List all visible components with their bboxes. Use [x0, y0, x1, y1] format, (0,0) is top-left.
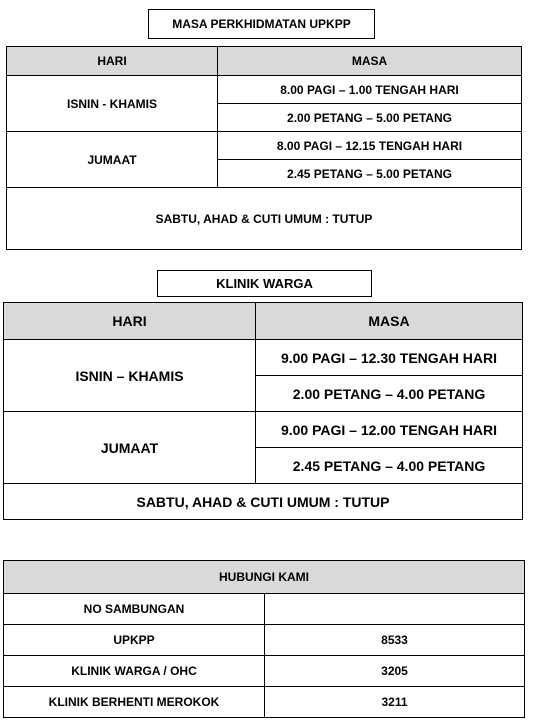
closed-notice: SABTU, AHAD & CUTI UMUM : TUTUP [4, 484, 523, 520]
day-cell: JUMAAT [4, 412, 256, 484]
klinik-title: KLINIK WARGA [157, 270, 372, 297]
time-slot: 8.00 PAGI – 1.00 TENGAH HARI [218, 76, 522, 104]
upkpp-hours-table [6, 46, 522, 250]
time-slot: 2.45 PETANG – 4.00 PETANG [256, 448, 523, 484]
time-slot: 2.00 PETANG – 4.00 PETANG [256, 376, 523, 412]
day-cell: ISNIN – KHAMIS [4, 340, 256, 412]
contact-name: UPKPP [4, 625, 265, 656]
time-slot: 8.00 PAGI – 12.15 TENGAH HARI [218, 132, 522, 160]
time-slot: 2.00 PETANG – 5.00 PETANG [218, 104, 522, 132]
closed-notice: SABTU, AHAD & CUTI UMUM : TUTUP [7, 188, 522, 250]
extension-header: NO SAMBUNGAN [4, 594, 265, 625]
contact-table [3, 560, 525, 718]
day-cell: JUMAAT [7, 132, 218, 188]
contact-extension: 3205 [265, 656, 525, 687]
extension-header-value [265, 594, 525, 625]
contact-extension: 3211 [265, 687, 525, 718]
klinik-hours-table [3, 302, 523, 520]
contact-name: KLINIK BERHENTI MEROKOK [4, 687, 265, 718]
contact-title: HUBUNGI KAMI [4, 561, 525, 594]
contact-extension: 8533 [265, 625, 525, 656]
column-header-time: MASA [218, 47, 522, 76]
time-slot: 9.00 PAGI – 12.00 TENGAH HARI [256, 412, 523, 448]
column-header-day: HARI [7, 47, 218, 76]
day-cell: ISNIN - KHAMIS [7, 76, 218, 132]
column-header-time: MASA [256, 303, 523, 340]
upkpp-title: MASA PERKHIDMATAN UPKPP [148, 9, 375, 39]
time-slot: 2.45 PETANG – 5.00 PETANG [218, 160, 522, 188]
contact-name: KLINIK WARGA / OHC [4, 656, 265, 687]
time-slot: 9.00 PAGI – 12.30 TENGAH HARI [256, 340, 523, 376]
column-header-day: HARI [4, 303, 256, 340]
